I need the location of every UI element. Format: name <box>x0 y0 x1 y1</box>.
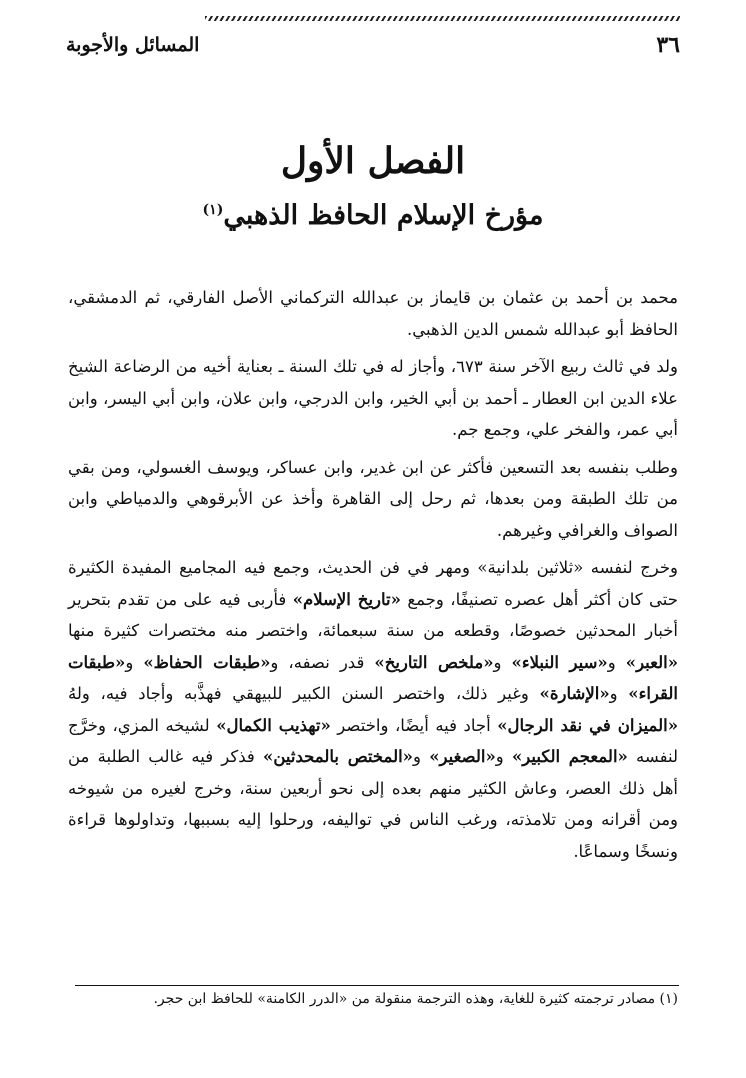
book-title: «الصغير» <box>429 747 496 766</box>
header-divider <box>205 16 680 21</box>
paragraph-name: محمد بن أحمد بن عثمان بن قايماز بن عبدالله التركماني الأصل الفارقي، ثم الدمشقي، الحافظ أبو عبدالله شمس الدين الذهبي. <box>68 288 678 339</box>
section-title <box>60 200 686 231</box>
footnote: (١) مصادر ترجمته كثيرة للغاية، وهذه الترجمة منقولة من «الدرر الكامنة» للحافظ ابن حجر. <box>153 991 678 1007</box>
text-segment: و <box>413 747 430 766</box>
text-segment: فذكر فيه غالب الطلبة من أهل ذلك العصر، وعاش الكثير منهم بعده إلى نحو أربعين سنة، وخرج لغيره من شيوخه ومن أقرانه ومن تلامذته، ورغب الناس في تواليفه، ورحلوا إليه بسببها، وتداولوها قراءة ونسخًا وسماعًا. <box>68 747 678 861</box>
body-text <box>68 282 678 867</box>
footnote-marker: (١) <box>202 202 224 218</box>
book-title: «ملخص التاريخ» <box>374 652 494 672</box>
page-header <box>66 32 680 64</box>
text-segment: فأربى فيه على من تقدم بتحرير أخبار المحدثين خصوصًا، وقطعه من سنة سبعمائة، واختصر منه مختصرات كثيرة منها <box>68 589 678 640</box>
paragraph-birth: ولد في ثالث ربيع الآخر سنة ٦٧٣، وأجاز له في تلك السنة ـ بعناية أخيه من الرضاعة الشيخ علاء الدين ابن العطار ـ أحمد بن أبي الخير، وابن الدرجي، وابن علان، وابن أبي اليسر، وابن أبي عمر، والفخر علي، وجمع جم. <box>68 357 678 439</box>
page-number: ٣٦ <box>656 32 680 58</box>
text-segment: و <box>607 652 626 672</box>
text-segment: أجاد فيه أيضًا، واختصر <box>330 715 498 735</box>
text-segment: و <box>125 652 144 672</box>
book-title: «طبقات الحفاظ» <box>143 652 271 672</box>
book-title: «طبقات القراء» <box>68 652 678 703</box>
paragraph-works <box>68 552 678 867</box>
text-segment: و <box>493 652 512 672</box>
book-title: «الإشارة» <box>539 684 610 703</box>
running-title: المسائل والأجوبة <box>66 34 200 56</box>
footnote-divider <box>75 985 679 986</box>
chapter-title: الفصل الأول <box>280 140 466 182</box>
text-segment: و <box>495 747 512 766</box>
book-title: «المعجم الكبير» <box>511 747 628 766</box>
book-title: «سير النبلاء» <box>511 652 608 672</box>
book-title: «تهذيب الكمال» <box>216 715 331 735</box>
text-segment: لشيخه المزي، وخرَّج لنفسه <box>68 715 678 766</box>
text-segment: وغير ذلك، واختصر السنن الكبير للبيهقي فهذَّبه وأجاد فيه، ولهُ <box>68 684 540 703</box>
book-title: «الميزان في نقد الرجال» <box>497 715 679 735</box>
book-title: «المختص بالمحدثين» <box>263 747 413 766</box>
section-title-text: مؤرخ الإسلام الحافظ الذهبي <box>223 200 544 231</box>
text-segment: قدر نصفه، و <box>270 652 375 672</box>
text-segment: و <box>609 684 629 703</box>
paragraph-studies: وطلب بنفسه بعد التسعين فأكثر عن ابن غدير، وابن عساكر، ويوسف الغسولي، ومن بقي من تلك الطبقة ومن بعدها، ثم رحل إلى القاهرة وأخذ عن الأبرقوهي والدمياطي وابن الصواف والغرافي وغيرهم. <box>68 457 678 540</box>
book-title: «العبر» <box>625 652 679 672</box>
text-segment: وخرج لنفسه «ثلاثين بلدانية» ومهر في فن الحديث، وجمع فيه المجاميع المفيدة الكثيرة حتى كان أكثر أهل عصره تصنيفًا، وجمع <box>68 558 678 609</box>
book-title: «تاريخ الإسلام» <box>292 589 401 609</box>
